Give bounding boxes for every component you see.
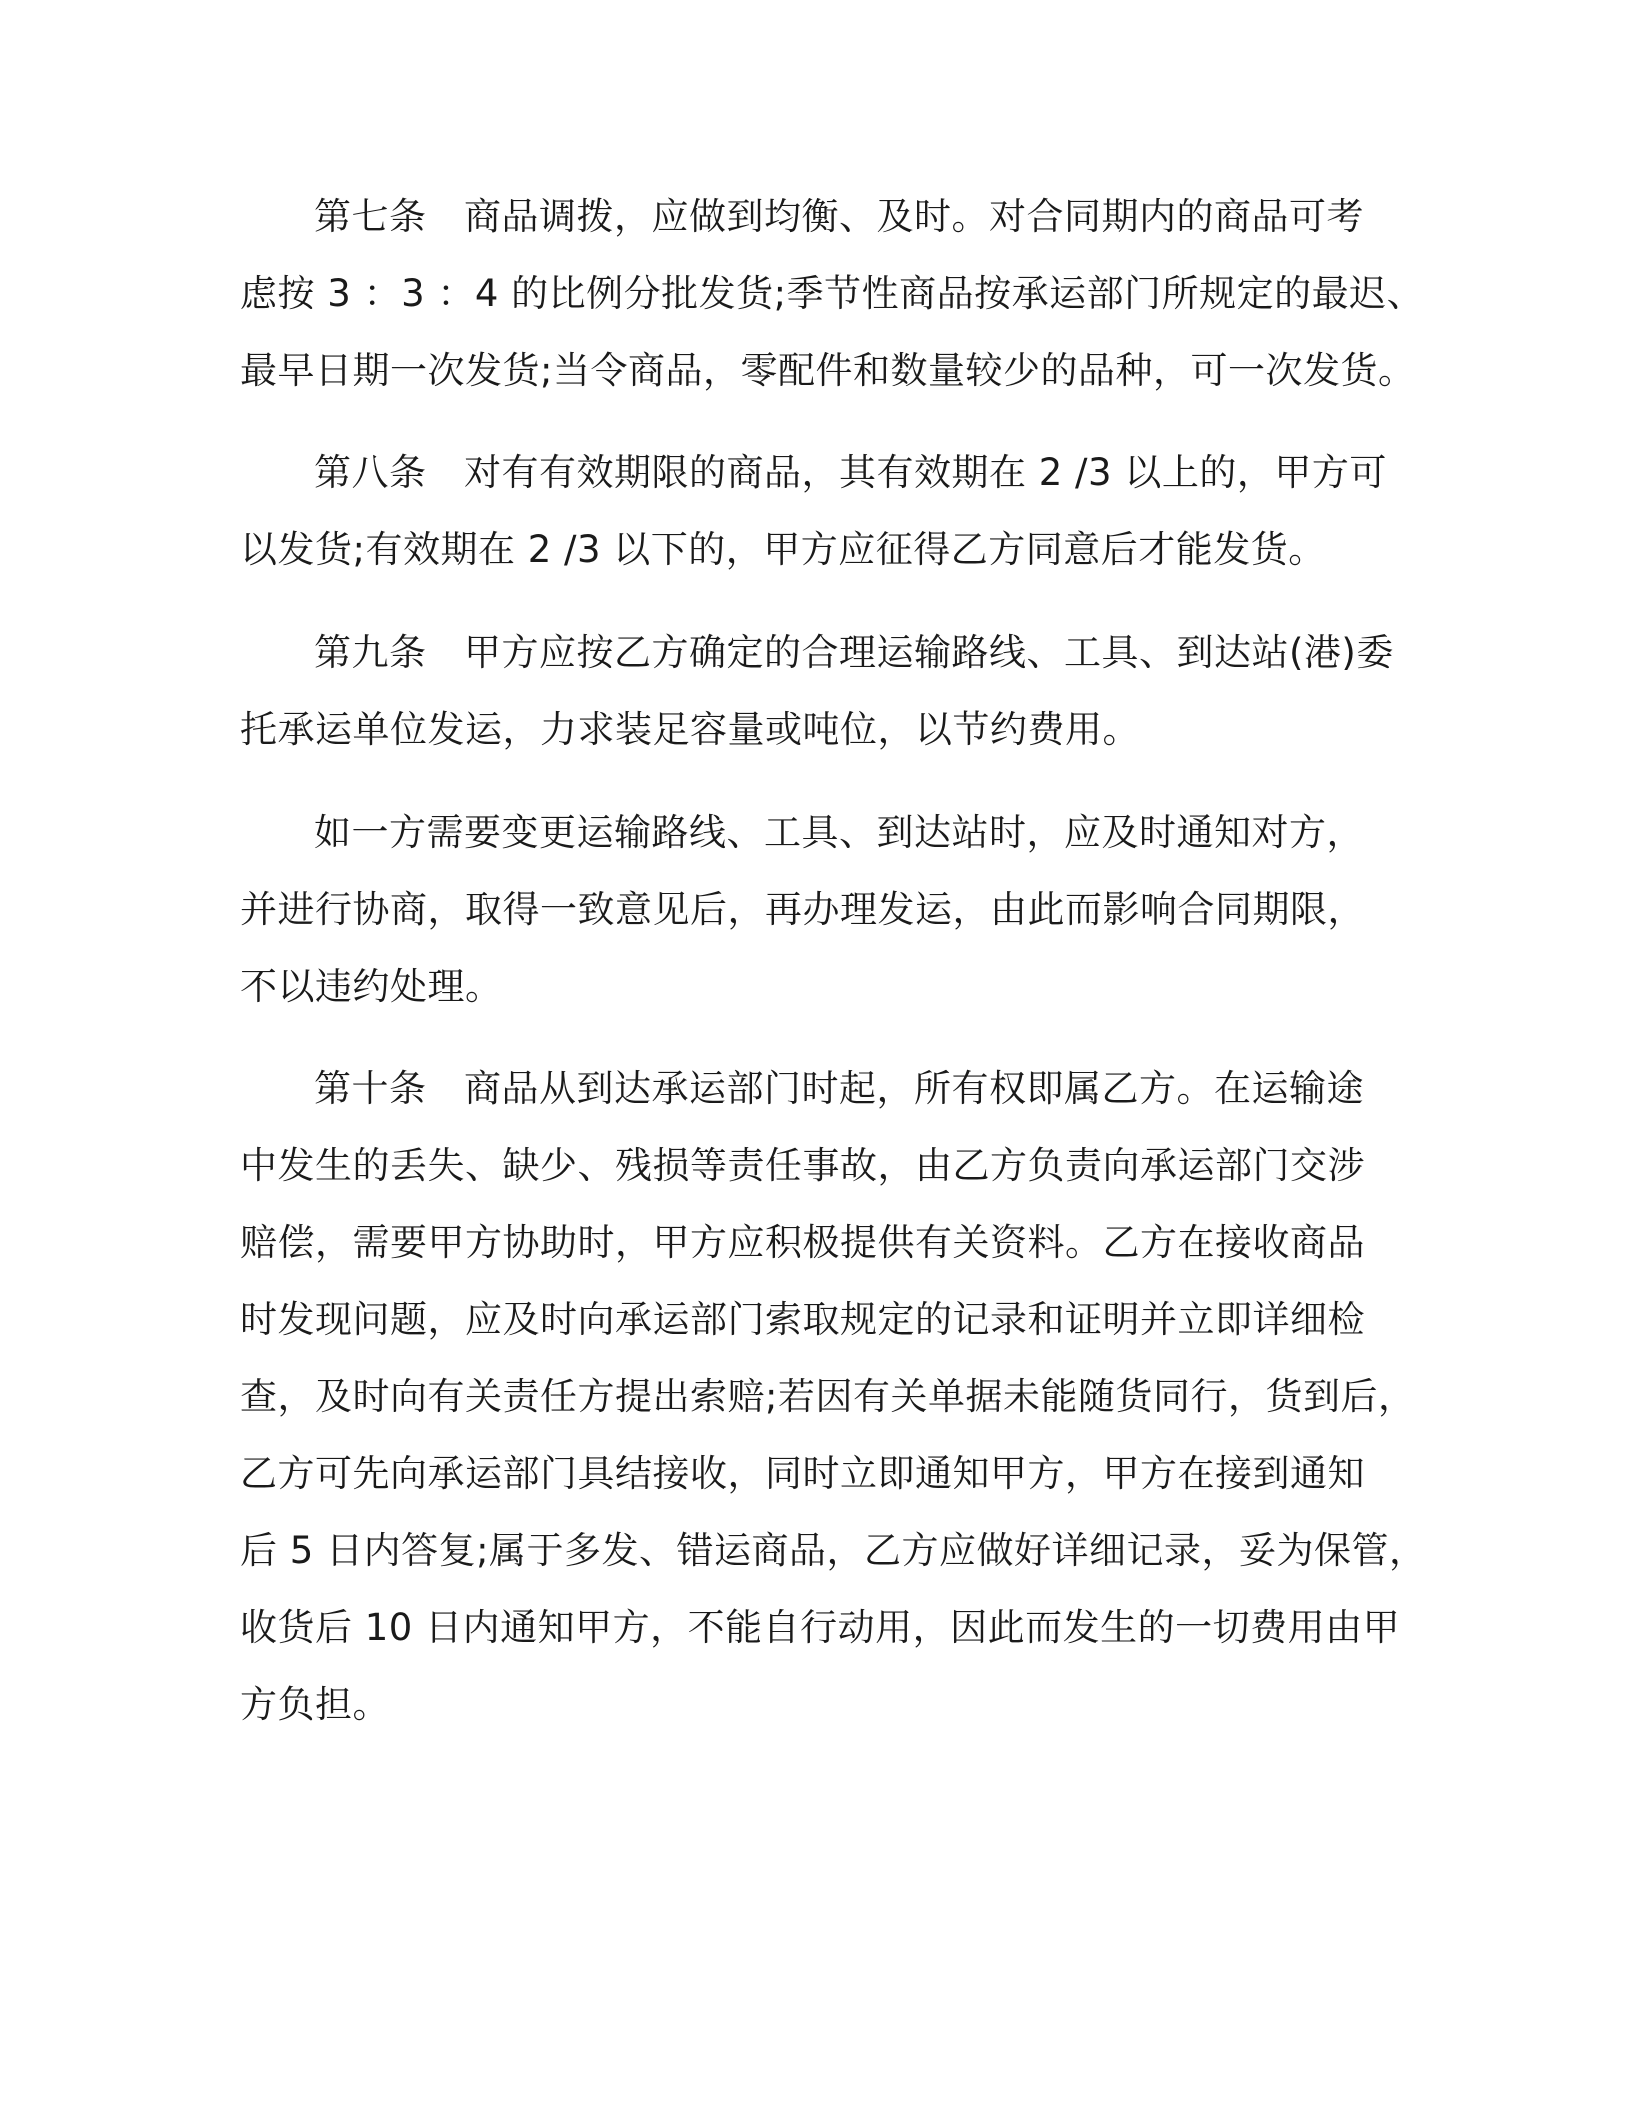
text-line: 第七条 商品调拨，应做到均衡、及时。对合同期内的商品可考 bbox=[314, 195, 1364, 238]
text-line: 查，及时向有关责任方提出索赔;若因有关单据未能随货同行，货到后， bbox=[240, 1375, 1416, 1418]
article-9-continuation-paragraph bbox=[240, 794, 1400, 1025]
article-10-paragraph bbox=[240, 1050, 1427, 1743]
text-line: 方负担。 bbox=[240, 1683, 390, 1726]
text-line: 中发生的丢失、缺少、残损等责任事故，由乙方负责向承运部门交涉 bbox=[240, 1144, 1365, 1187]
text-line: 后 5 日内答复;属于多发、错运商品，乙方应做好详细记录，妥为保管， bbox=[240, 1529, 1427, 1572]
text-line: 第八条 对有有效期限的商品，其有效期在 2 /3 以上的，甲方可 bbox=[314, 451, 1387, 494]
text-line: 虑按 3 ：3 ：4 的比例分批发货;季节性商品按承运部门所规定的最迟、 bbox=[240, 272, 1425, 315]
text-line: 赔偿，需要甲方协助时，甲方应积极提供有关资料。乙方在接收商品 bbox=[240, 1221, 1365, 1264]
article-8-paragraph bbox=[240, 434, 1400, 588]
text-line: 时发现问题，应及时向承运部门索取规定的记录和证明并立即详细检 bbox=[240, 1298, 1365, 1341]
text-line: 不以违约处理。 bbox=[240, 965, 503, 1008]
text-line: 收货后 10 日内通知甲方，不能自行动用，因此而发生的一切费用由甲 bbox=[240, 1606, 1401, 1649]
text-line: 托承运单位发运，力求装足容量或吨位，以节约费用。 bbox=[240, 708, 1140, 751]
text-line: 并进行协商，取得一致意见后，再办理发运，由此而影响合同期限， bbox=[240, 888, 1365, 931]
text-line: 如一方需要变更运输路线、工具、到达站时，应及时通知对方， bbox=[314, 811, 1364, 854]
article-9-paragraph bbox=[240, 614, 1400, 768]
article-7-paragraph bbox=[240, 178, 1425, 409]
text-line: 第十条 商品从到达承运部门时起，所有权即属乙方。在运输途 bbox=[314, 1067, 1364, 1110]
text-line: 以发货;有效期在 2 /3 以下的，甲方应征得乙方同意后才能发货。 bbox=[240, 528, 1326, 571]
text-line: 乙方可先向承运部门具结接收，同时立即通知甲方，甲方在接到通知 bbox=[240, 1452, 1365, 1495]
text-line: 第九条 甲方应按乙方确定的合理运输路线、工具、到达站(港)委 bbox=[314, 631, 1394, 674]
text-line: 最早日期一次发货;当令商品，零配件和数量较少的品种，可一次发货。 bbox=[240, 349, 1416, 392]
